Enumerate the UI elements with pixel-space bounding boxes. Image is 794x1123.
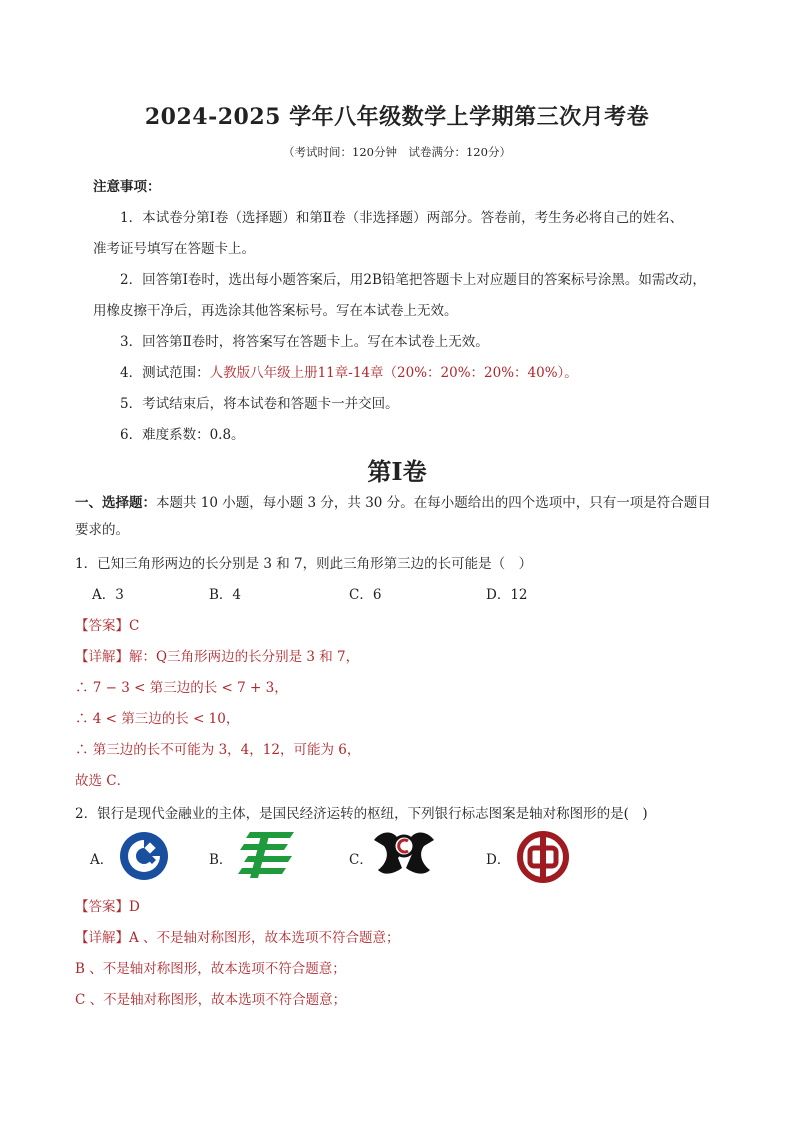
q1-detail-line-4: ∴ 第三边的长不可能为 3，4，12，可能为 6，	[75, 742, 361, 758]
q2-stem: 2．银行是现代金融业的主体，是国民经济运转的枢纽，下列银行标志图案是轴对称图形的是( )	[75, 806, 648, 822]
q2-answer-label: 【答案】	[75, 899, 129, 915]
note-1a: 1．本试卷分第Ⅰ卷（选择题）和第Ⅱ卷（非选择题）两部分。答卷前，考生务必将自己的姓名、	[120, 210, 684, 226]
q1-detail-text: 解：Q三角形两边的长分别是 3 和 7，	[129, 649, 360, 665]
q1-option-c: C．6	[349, 587, 382, 603]
q1-answer-label: 【答案】	[75, 618, 129, 634]
note-4-range: 人教版八年级上册11章-14章（20%：20%：20%：40%）。	[209, 365, 578, 381]
q1-detail-line-2: ∴ 7 − 3 < 第三边的长 < 7 + 3，	[75, 680, 288, 696]
q1-detail-line-1	[75, 645, 359, 665]
bank-of-china-logo-icon	[516, 830, 570, 884]
q2-detail-line-1	[75, 926, 400, 946]
section-title: 第Ⅰ卷	[367, 457, 427, 486]
q1-option-b: B．4	[209, 587, 242, 603]
q2-answer-value: D	[129, 899, 140, 915]
page-title: 2024-2025 学年八年级数学上学期第三次月考卷	[144, 104, 650, 130]
note-1b: 准考证号填写在答题卡上。	[93, 241, 255, 257]
notes-heading: 注意事项：	[93, 179, 161, 195]
q1-detail-label: 【详解】	[75, 649, 129, 665]
q1-answer	[75, 614, 139, 634]
note-5: 5．考试结束后，将本试卷和答题卡一并交回。	[120, 396, 399, 412]
q2-option-b: B．	[209, 852, 233, 868]
note-3: 3．回答第Ⅱ卷时，将答案写在答题卡上。写在本试卷上无效。	[120, 334, 489, 350]
q2-detail-line-3: C 、不是轴对称图形，故本选项不符合题意；	[75, 992, 347, 1008]
q2-option-a: A．	[90, 852, 114, 868]
note-2b: 用橡皮擦干净后，再选涂其他答案标号。写在本试卷上无效。	[93, 303, 458, 319]
q2-detail-text: A 、不是轴对称图形，故本选项不符合题意；	[129, 930, 400, 946]
q1-answer-value: C	[129, 618, 140, 634]
q1-option-d: D．12	[486, 587, 528, 603]
q2-detail-line-2: B 、不是轴对称图形，故本选项不符合题意；	[75, 961, 346, 977]
exam-info: （考试时间：120分钟 试卷满分：120分）	[283, 145, 511, 159]
section-intro-text: 本题共 10 小题，每小题 3 分，共 30 分。在每小题给出的四个选项中，只有一项是符合题目	[156, 495, 711, 511]
q1-detail-line-5: 故选 C．	[75, 773, 131, 789]
section-intro-label: 一、选择题：	[75, 495, 156, 511]
postal-bank-logo-icon	[236, 828, 296, 882]
section-intro	[75, 491, 711, 511]
note-4-prefix: 4．测试范围：	[120, 365, 210, 381]
construction-bank-logo-icon	[118, 830, 170, 882]
q1-detail-line-3: ∴ 4 < 第三边的长 < 10，	[75, 711, 240, 727]
rural-credit-logo-icon	[372, 824, 436, 884]
q1-option-a: A．3	[92, 587, 124, 603]
q2-answer	[75, 895, 140, 915]
q2-option-c: C．	[349, 852, 373, 868]
q1-stem: 1．已知三角形两边的长分别是 3 和 7，则此三角形第三边的长可能是（ ）	[75, 556, 533, 572]
note-6: 6．难度系数：0.8。	[120, 427, 245, 443]
q2-option-d: D．	[486, 852, 511, 868]
section-intro-end: 要求的。	[75, 522, 129, 538]
note-2a: 2．回答第Ⅰ卷时，选出每小题答案后，用2B铅笔把答题卡上对应题目的答案标号涂黑。如需改动，	[120, 272, 706, 288]
note-4	[120, 361, 578, 381]
q2-detail-label: 【详解】	[75, 930, 129, 946]
